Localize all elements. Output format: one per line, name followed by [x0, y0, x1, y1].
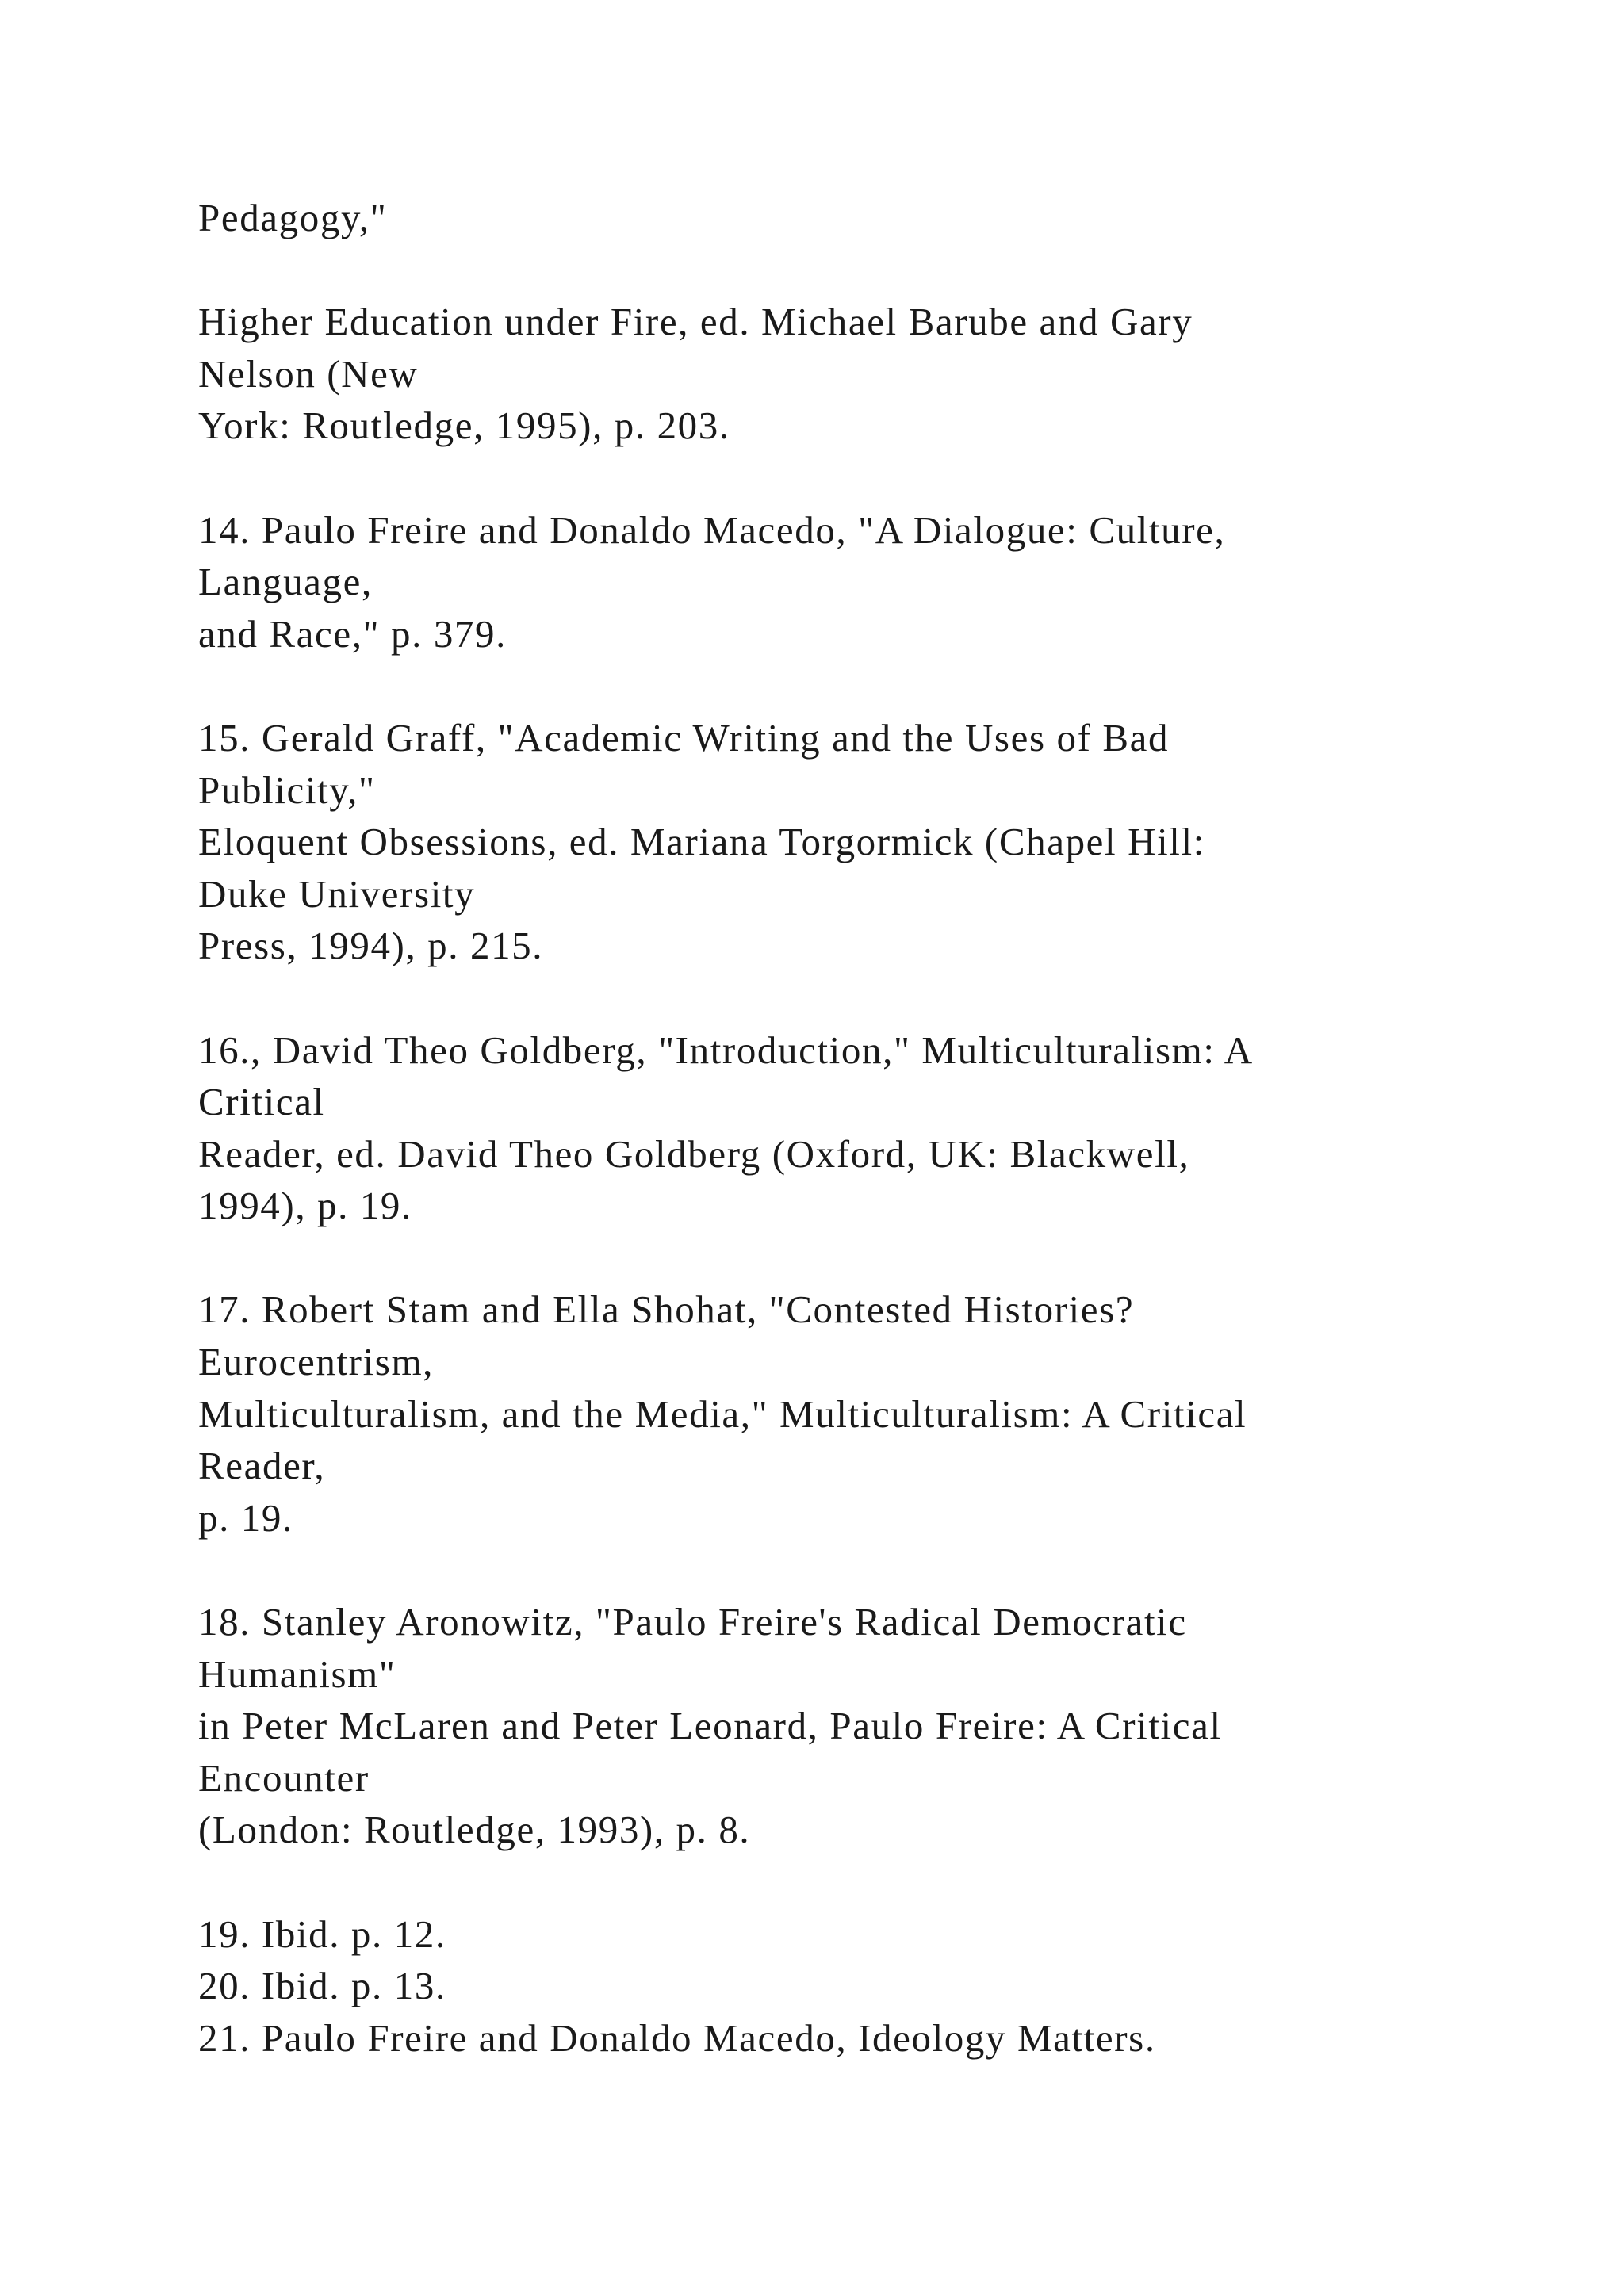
text-line: Encounter	[198, 1755, 370, 1800]
text-line: Press, 1994), p. 215.	[198, 924, 544, 968]
blank-line	[198, 1232, 1546, 1284]
text-line: Nelson (New	[198, 351, 419, 396]
text-line: Language,	[198, 560, 373, 604]
text-line: Multiculturalism, and the Media," Multiculturalism: A Critical	[198, 1391, 1247, 1436]
text-line: 14. Paulo Freire and Donaldo Macedo, "A Dialogue: Culture,	[198, 507, 1226, 552]
text-line: 20. Ibid. p. 13.	[198, 1964, 446, 2008]
text-line: Higher Education under Fire, ed. Michael Barube and Gary	[198, 300, 1193, 344]
text-line: Humanism"	[198, 1651, 396, 1696]
text-line: 21. Paulo Freire and Donaldo Macedo, Ideology Matters.	[198, 2015, 1156, 2060]
text-line: 1994), p. 19.	[198, 1184, 412, 1228]
text-line: 15. Gerald Graff, "Academic Writing and the Uses of Bad	[198, 715, 1170, 760]
text-line: (London: Routledge, 1993), p. 8.	[198, 1808, 751, 1852]
text-line: 17. Robert Stam and Ella Shohat, "Contested Histories?	[198, 1288, 1135, 1332]
text-line: Eloquent Obsessions, ed. Mariana Torgormick (Chapel Hill:	[198, 820, 1205, 864]
text-line: Reader,	[198, 1444, 326, 1488]
text-line: Duke University	[198, 871, 476, 916]
blank-line	[198, 1544, 1546, 1596]
blank-line	[198, 972, 1546, 1024]
text-line: Eurocentrism,	[198, 1340, 435, 1384]
text-line: Reader, ed. David Theo Goldberg (Oxford, UK: Blackwell,	[198, 1131, 1190, 1176]
text-line: and Race," p. 379.	[198, 611, 507, 656]
text-line: 19. Ibid. p. 12.	[198, 1911, 446, 1956]
text-line: p. 19.	[198, 1495, 293, 1540]
endnotes-text	[198, 192, 1546, 2064]
text-line: 16., David Theo Goldberg, "Introduction," Multiculturalism: A	[198, 1027, 1254, 1072]
blank-line	[198, 244, 1546, 297]
blank-line	[198, 660, 1546, 712]
text-line: York: Routledge, 1995), p. 203.	[198, 404, 730, 448]
text-line: 18. Stanley Aronowitz, "Paulo Freire's Radical Democratic	[198, 1600, 1187, 1644]
text-line: Critical	[198, 1080, 325, 1124]
text-line: in Peter McLaren and Peter Leonard, Paulo Freire: A Critical	[198, 1704, 1222, 1748]
blank-line	[198, 1856, 1546, 1908]
text-line: Pedagogy,"	[198, 196, 388, 239]
text-line: Publicity,"	[198, 767, 376, 812]
blank-line	[198, 452, 1546, 504]
